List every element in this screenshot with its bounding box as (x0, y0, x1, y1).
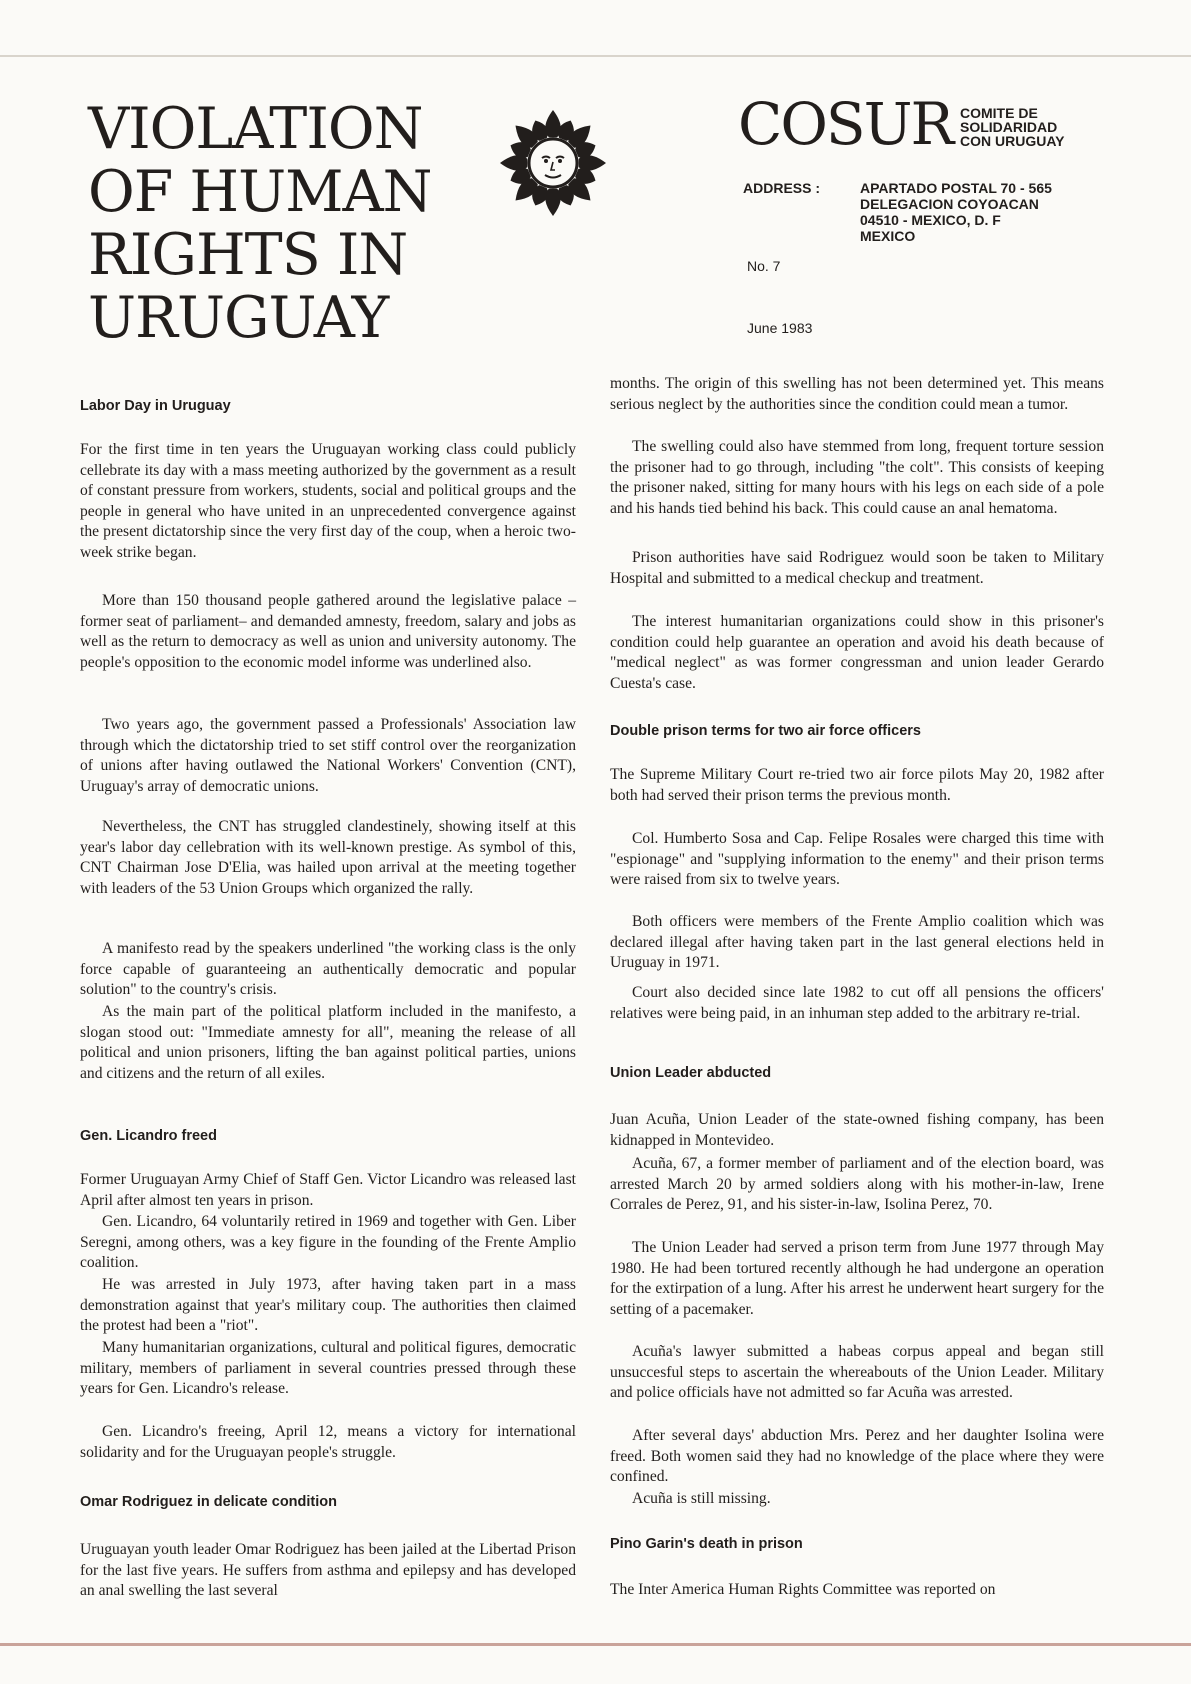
paragraph: Col. Humberto Sosa and Cap. Felipe Rosales were charged this time with "espionage" and "supplying information to the enemy" and their prison terms were raised from six to twelve years. (610, 830, 1104, 888)
paragraph: The Union Leader had served a prison term from June 1977 through May 1980. He had been tortured recently although he had undergone an operation for the extirpation of a lung. After his arrest he underwent heart surgery for the setting of a pacemaker. (610, 1239, 1104, 1318)
title-line: URUGUAY (88, 285, 389, 351)
paragraph: After several days' abduction Mrs. Perez and her daughter Isolina were freed. Both women said they had no knowledge of the place where they were confined. (610, 1427, 1104, 1485)
cosur-masthead (738, 90, 1118, 168)
paragraph: Prison authorities have said Rodriguez would soon be taken to Military Hospital and submitted to a medical checkup and treatment. (610, 549, 1104, 587)
paragraph: Nevertheless, the CNT has struggled clandestinely, showing itself at this year's labor day cellebration with its well-known prestige. As symbol of this, CNT Chairman Jose D'Elia, was hailed upon arrival at the meeting together with leaders of the 53 Union Groups which organized the rally. (80, 818, 576, 897)
subtitle-line: COMITE DE (960, 105, 1038, 121)
paragraph: Gen. Licandro, 64 voluntarily retired in 1969 and together with Gen. Liber Seregni, among others, was a key figure in the founding of the Frente Amplio coalition. (80, 1213, 576, 1271)
paragraph: Acuña's lawyer submitted a habeas corpus appeal and began still unsuccesful steps to ascertain the whereabouts of the Union Leader. Military and police officials have not admitted so far Acuña was arrested. (610, 1343, 1104, 1401)
paragraph: Court also decided since late 1982 to cut off all pensions the officers' relatives were being paid, in an inhuman step added to the arbitrary re-trial. (610, 984, 1104, 1022)
issue-number: No. 7 (747, 258, 781, 274)
section-heading-labor-day: Labor Day in Uruguay (80, 398, 231, 414)
paragraph: The Inter America Human Rights Committee was reported on (610, 1581, 996, 1598)
title-line: VIOLATION (88, 96, 423, 162)
section-heading-air-force: Double prison terms for two air force officers (610, 723, 921, 739)
section-heading-abducted: Union Leader abducted (610, 1065, 772, 1081)
paragraph: He was arrested in July 1973, after having taken part in a mass demonstration against that year's military coup. The authorities then claimed the protest had been a "riot". (80, 1276, 576, 1334)
section-heading-garin: Pino Garin's death in prison (610, 1536, 803, 1552)
address-label: ADDRESS : (743, 180, 821, 196)
paragraph: Acuña, 67, a former member of parliament and of the election board, was arrested March 20 by armed soldiers along with his mother-in-law, Irene Corrales de Perez, 91, and his sister-in-law, Isolina Perez, 70. (610, 1155, 1104, 1213)
address-line: MEXICO (860, 228, 916, 244)
paragraph: Uruguayan youth leader Omar Rodriguez has been jailed at the Libertad Prison for the last five years. He suffers from asthma and epilepsy and has developed an anal swelling the last several (80, 1541, 576, 1599)
title-line: RIGHTS IN (88, 222, 408, 288)
address-line: DELEGACION COYOACAN (860, 196, 1039, 212)
paragraph: A manifesto read by the speakers underlined "the working class is the only force capable of guaranteeing an authentically democratic and popular solution" to the country's crisis. (80, 940, 576, 998)
section-heading-licandro: Gen. Licandro freed (80, 1128, 217, 1144)
section-heading-rodriguez: Omar Rodriguez in delicate condition (80, 1494, 337, 1510)
address-line: 04510 - MEXICO, D. F (860, 212, 1001, 228)
paragraph: The interest humanitarian organizations could show in this prisoner's condition could help guarantee an operation and avoid his death because of "medical neglect" as was former congressman and union leader Gerardo Cuesta's case. (610, 613, 1104, 692)
paragraph: months. The origin of this swelling has not been determined yet. This means serious neglect by the authorities since the condition could mean a tumor. (610, 375, 1104, 413)
paragraph: Gen. Licandro's freeing, April 12, means a victory for international solidarity and for the Uruguayan people's struggle. (80, 1423, 576, 1461)
paragraph: Both officers were members of the Frente Amplio coalition which was declared illegal after having taken part in the last general elections held in Uruguay in 1971. (610, 913, 1104, 971)
bottom-rule (0, 1643, 1191, 1646)
subtitle-line: SOLIDARIDAD (960, 119, 1058, 135)
paragraph: As the main part of the political platform included in the manifesto, a slogan stood out: "Immediate amnesty for all", meaning the release of all political and union prisoners, lifting the ban against political parties, unions and citizens and the return of all exiles. (80, 1003, 576, 1082)
paragraph: For the first time in ten years the Uruguayan working class could publicly cellebrate its day with a mass meeting authorized by the government as a result of constant pressure from workers, students, social and political groups and the people in general who have united in an unprecedented convergence against the present dictatorship since the very first day of the coup, when a heroic two-week strike began. (80, 441, 576, 561)
address-block (860, 180, 1052, 244)
paragraph: Juan Acuña, Union Leader of the state-owned fishing company, has been kidnapped in Montevideo. (610, 1111, 1104, 1149)
subtitle-line: CON URUGUAY (960, 133, 1065, 149)
cosur-subtitle (960, 106, 1065, 148)
paragraph: Many humanitarian organizations, cultural and political figures, democratic military, members of parliament in several countries pressed through these years for Gen. Licandro's release. (80, 1339, 576, 1397)
paragraph: The swelling could also have stemmed from long, frequent torture session the prisoner had to go through, including "the colt". This consists of keeping the prisoner naked, sitting for many hours with his legs on each side of a pole and his hands tied behind his back. This could cause an anal hematoma. (610, 438, 1104, 517)
sun-icon (498, 108, 608, 218)
newsletter-title (88, 98, 508, 350)
cosur-logo: COSUR (738, 90, 953, 158)
address-line: APARTADO POSTAL 70 - 565 (860, 180, 1052, 196)
paragraph: The Supreme Military Court re-tried two air force pilots May 20, 1982 after both had served their prison terms the previous month. (610, 766, 1104, 804)
paragraph: Former Uruguayan Army Chief of Staff Gen. Victor Licandro was released last April after almost ten years in prison. (80, 1171, 576, 1209)
issue-date: June 1983 (747, 320, 813, 336)
paragraph: More than 150 thousand people gathered around the legislative palace –former seat of parliament– and demanded amnesty, freedom, salary and jobs as well as the return to democracy as well as union and university autonomy. The people's opposition to the economic model informe was underlined also. (80, 592, 576, 671)
paragraph: Two years ago, the government passed a Professionals' Association law through which the dictatorship tried to set stiff control over the reorganization of unions after having outlawed the National Workers' Convention (CNT), Uruguay's array of democratic unions. (80, 716, 576, 795)
paragraph: Acuña is still missing. (632, 1490, 771, 1507)
title-line: OF HUMAN (88, 159, 432, 225)
top-rule (0, 55, 1191, 57)
